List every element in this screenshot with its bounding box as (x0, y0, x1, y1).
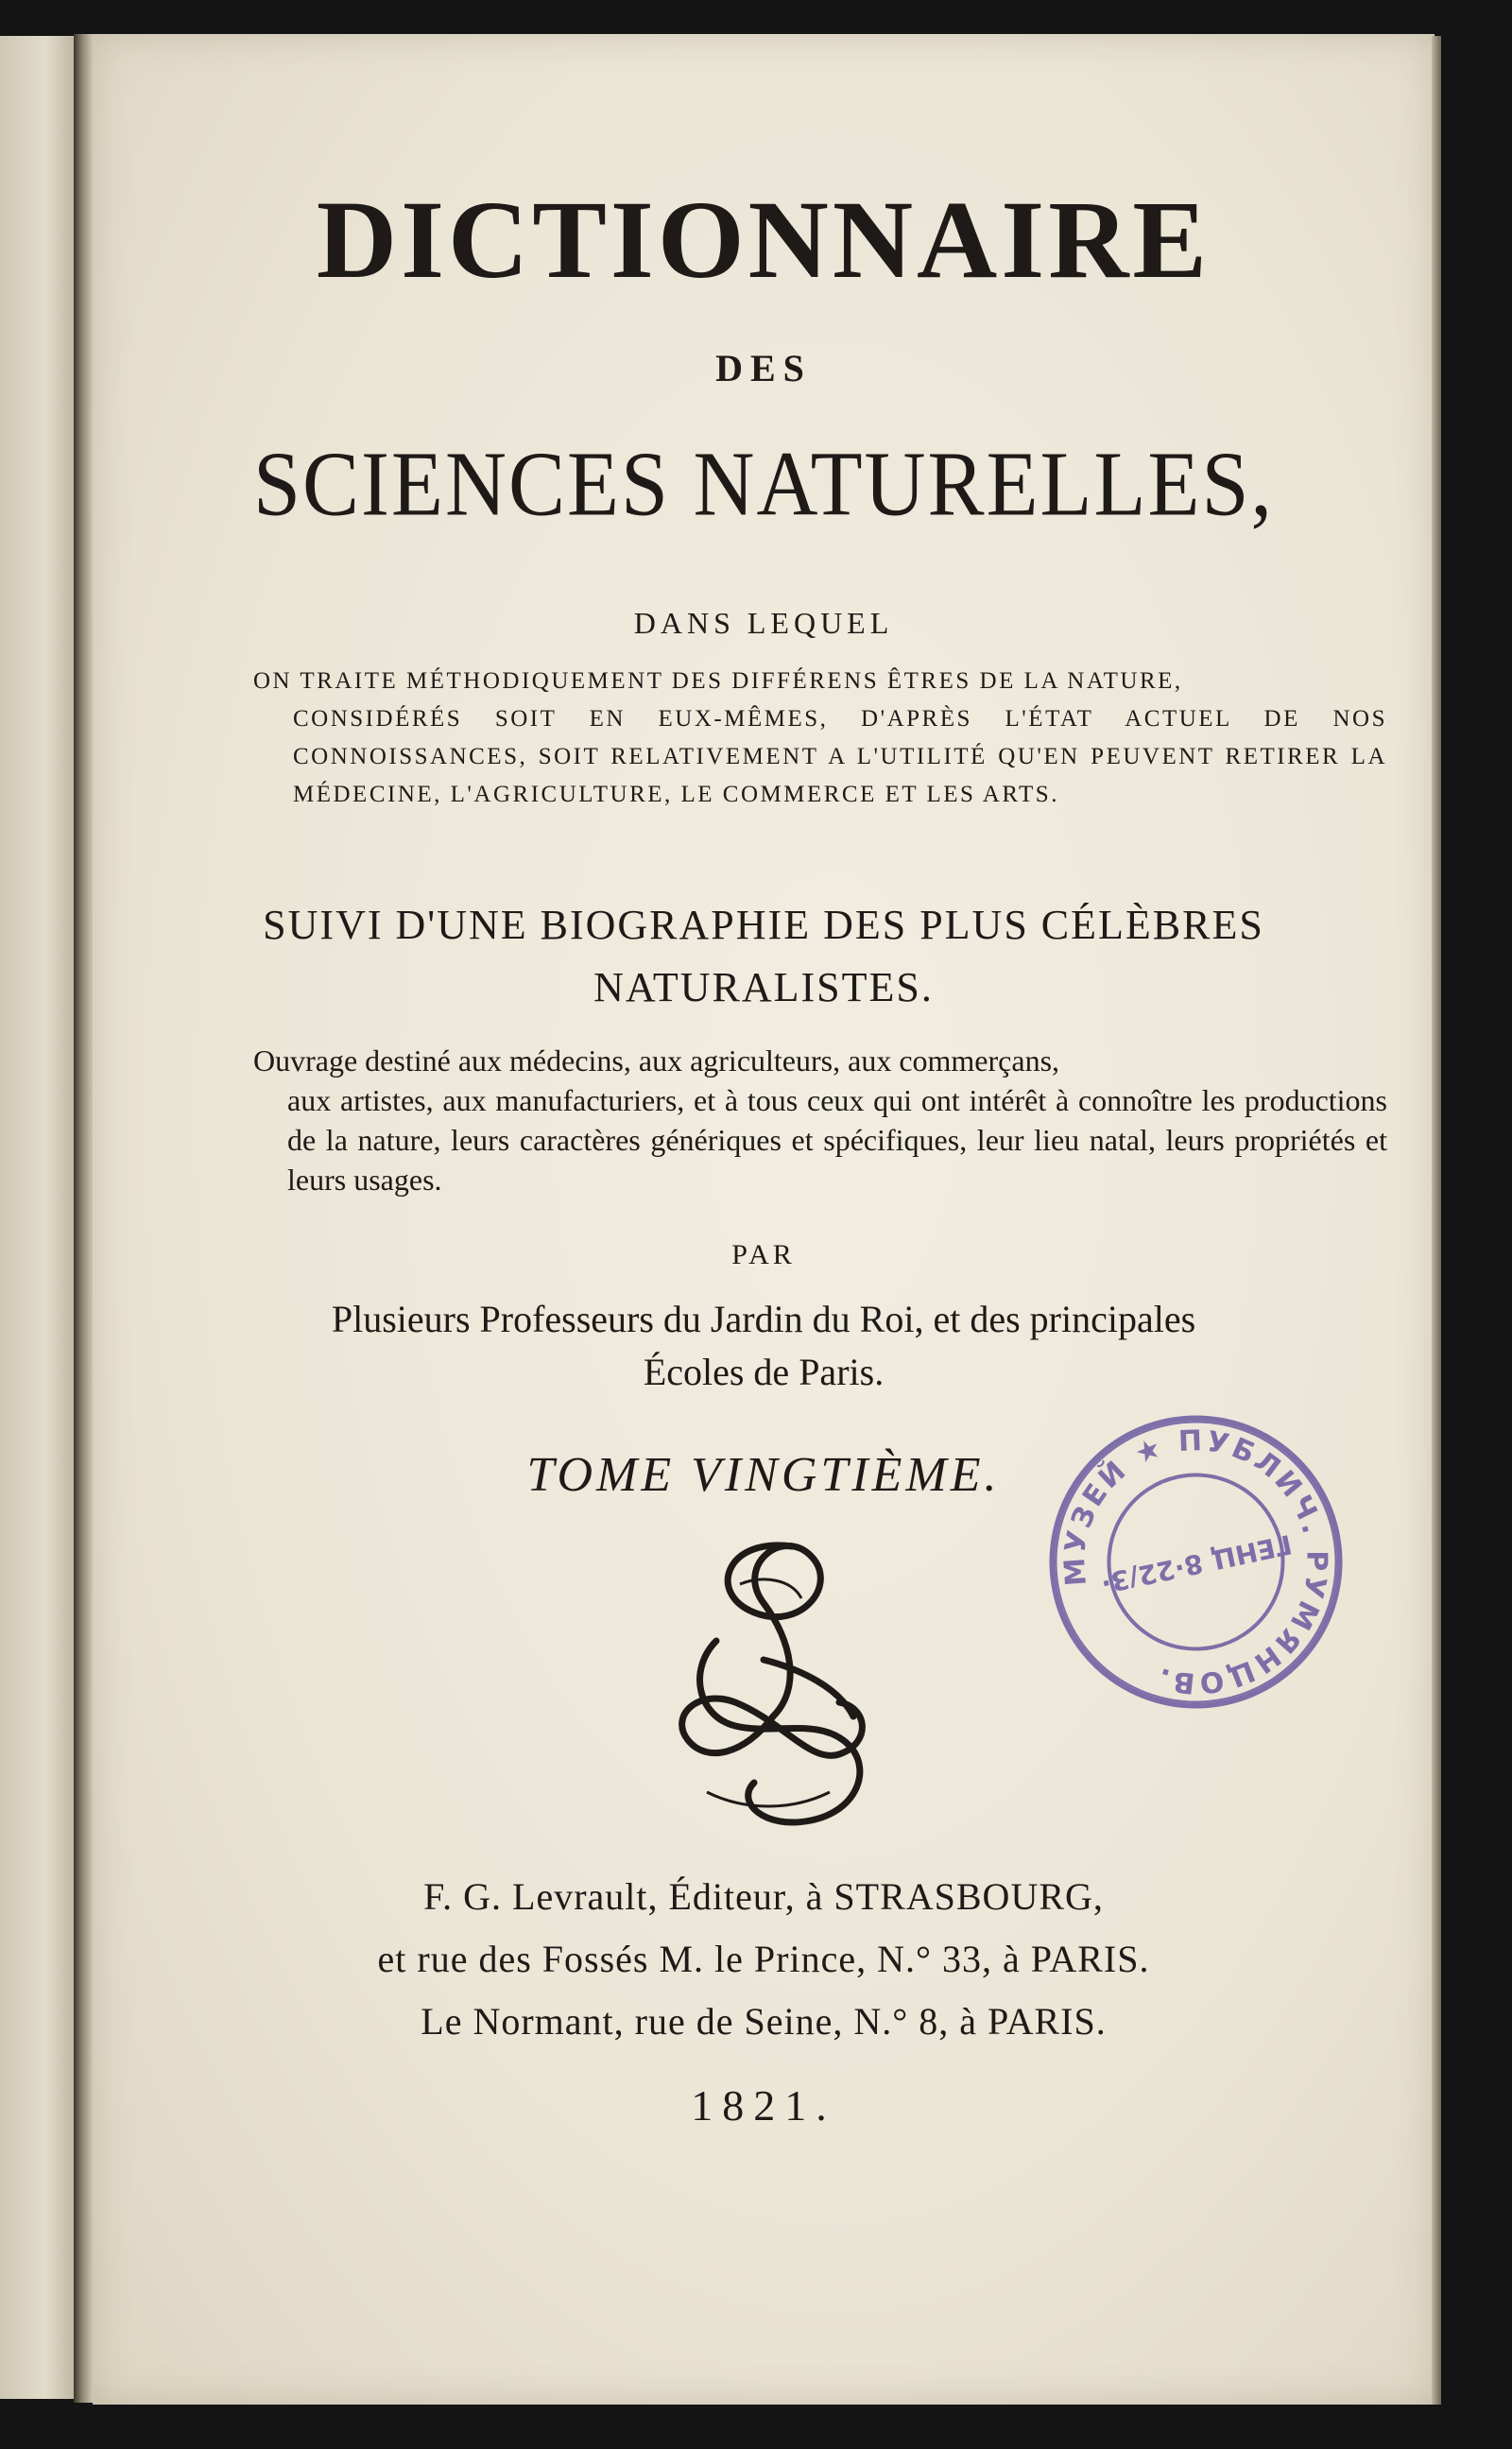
description-paragraph (253, 663, 1387, 814)
suivi-line-1: SUIVI D'UNE BIOGRAPHIE DES PLUS CÉLÈBRES (263, 902, 1264, 948)
subtitle: SCIENCES NATURELLES, (252, 434, 1275, 535)
ouvrage-paragraph (253, 1041, 1387, 1199)
authors-line-2: Écoles de Paris. (643, 1351, 885, 1393)
suivi-line-2: NATURALISTES. (593, 964, 934, 1010)
main-title: DICTIONNAIRE (316, 178, 1211, 302)
ouvrage-rest: aux artistes, aux manufacturiers, et à tous ceux qui ont intérêt à connoître les productions de la nature, leurs caractères génériques et spécifiques, leur lieu natal, leurs propriétés et leurs usages. (287, 1083, 1387, 1197)
volume-label: TOME VINGTIÈME. (526, 1448, 1001, 1502)
ouvrage-first-line: Ouvrage destiné aux médecins, aux agriculteurs, aux commerçans, (253, 1043, 1060, 1078)
library-stamp (1042, 1408, 1349, 1716)
description-first-line: ON TRAITE MÉTHODIQUEMENT DES DIFFÉRENS ÊTRES DE LA NATURE, (253, 668, 1183, 694)
publication-year: 1821. (691, 2081, 836, 2130)
publisher-monogram-ornament (650, 1527, 896, 1839)
previous-page-edge (0, 36, 76, 2399)
stamp-inner-text: ГЕНЦ 8·22/3· (1097, 1527, 1295, 1599)
imprint-line-1: F. G. Levrault, Éditeur, à STRASBOURG, (423, 1875, 1104, 1918)
stamp-ring-text: МУЗЕЙ ★ ПУБЛИЧ. РУМЯНЦОВ. (1057, 1424, 1333, 1700)
par-label: PAR (731, 1239, 796, 1270)
authors (93, 1293, 1435, 1399)
imprint-line-2: et rue des Fossés M. le Prince, N.° 33, à PARIS. (377, 1938, 1150, 1980)
imprint (93, 1866, 1435, 2053)
dans-lequel: DANS LEQUEL (633, 606, 894, 640)
title-page-content (93, 34, 1435, 2405)
book-gutter (74, 34, 94, 2403)
imprint-line-3: Le Normant, rue de Seine, N.° 8, à PARIS. (421, 2000, 1107, 2043)
description-rest: CONSIDÉRÉS SOIT EN EUX-MÊMES, D'APRÈS L'ÉTAT ACTUEL DE NOS CONNOISSANCES, SOIT RELATIVEMENT A L'UTILITÉ QU'EN PEUVENT RETIRER LA MÉDECINE, L'AGRICULTURE, LE COMMERCE ET LES ARTS. (293, 706, 1387, 807)
title-des: DES (715, 347, 812, 389)
authors-line-1: Plusieurs Professeurs du Jardin du Roi, et des principales (331, 1298, 1196, 1340)
suivi-heading (93, 894, 1435, 1019)
